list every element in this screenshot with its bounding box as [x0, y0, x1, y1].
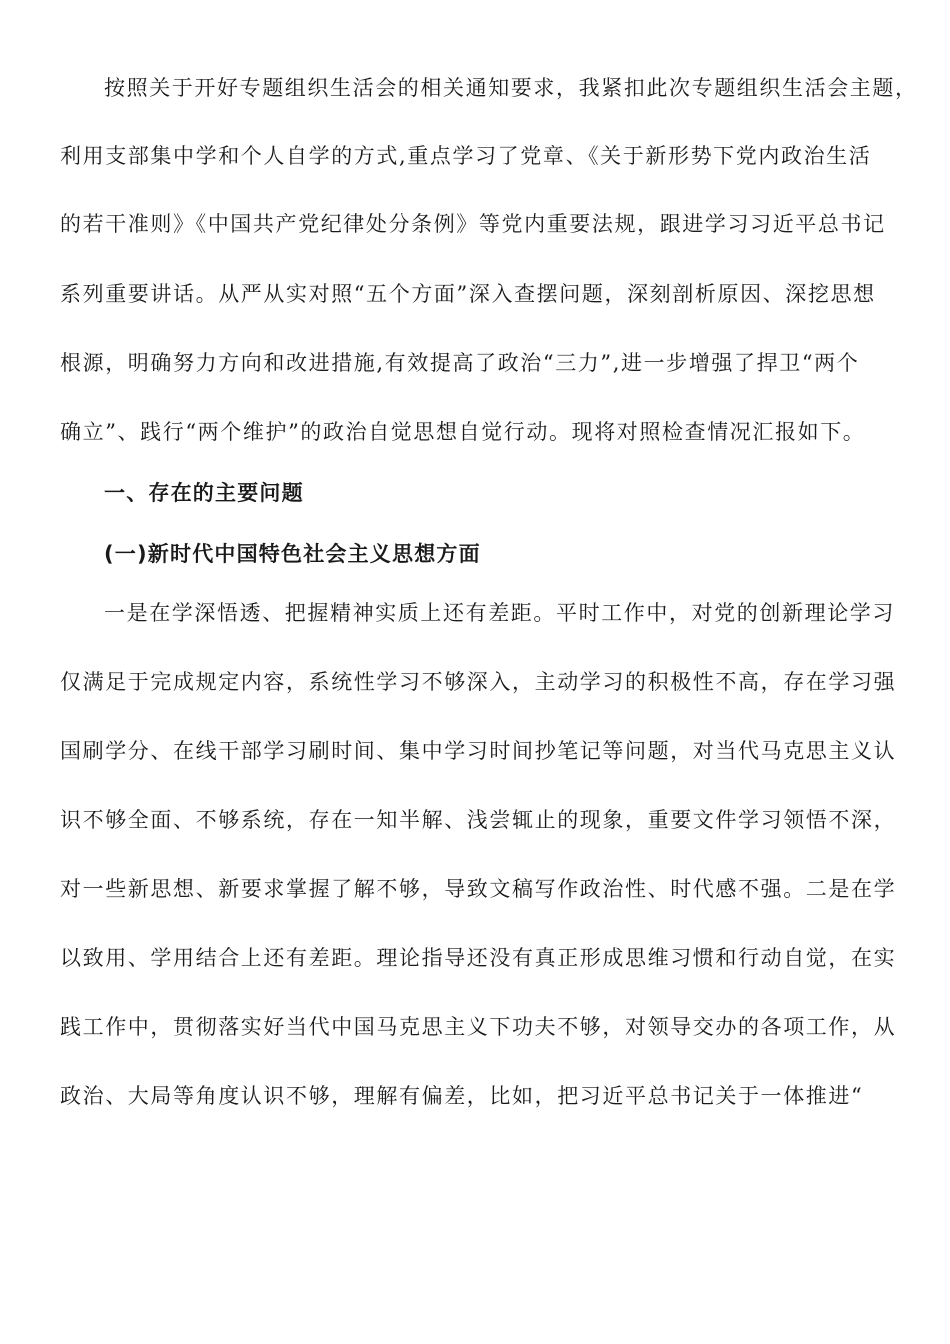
- body-line-7: 践工作中，贯彻落实好当代中国马克思主义下功夫不够，对领导交办的各项工作，从: [60, 1015, 897, 1039]
- body-line-8: 政治、大局等角度认识不够，理解有偏差，比如，把习近平总书记关于一体推进“: [60, 1084, 864, 1108]
- intro-line-5: 根源，明确努力方向和改进措施,有效提高了政治“三力”,进一步增强了捍卫“两个: [60, 351, 860, 375]
- section-heading-problems: 一、存在的主要问题: [104, 481, 304, 505]
- intro-line-2: 利用支部集中学和个人自学的方式,重点学习了党章、《关于新形势下党内政治生活: [60, 144, 872, 168]
- intro-line-3: 的若干准则》《中国共产党纪律处分条例》等党内重要法规，跟进学习习近平总书记: [60, 212, 886, 236]
- intro-line-1: 按照关于开好专题组织生活会的相关通知要求，我紧扣此次专题组织生活会主题，: [104, 76, 918, 100]
- body-line-5: 对一些新思想、新要求掌握了解不够，导致文稿写作政治性、时代感不强。二是在学: [60, 877, 897, 901]
- intro-line-6: 确立”、践行“两个维护”的政治自觉思想自觉行动。现将对照检查情况汇报如下。: [60, 420, 866, 444]
- body-line-6: 以致用、学用结合上还有差距。理论指导还没有真正形成思维习惯和行动自觉，在实: [60, 946, 897, 970]
- body-line-2: 仅满足于完成规定内容，系统性学习不够深入，主动学习的积极性不高，存在学习强: [60, 670, 897, 694]
- subsection-heading-thought: (一)新时代中国特色社会主义思想方面: [104, 542, 481, 566]
- body-line-1: 一是在学深悟透、把握精神实质上还有差距。平时工作中，对党的创新理论学习: [104, 601, 895, 625]
- body-line-3: 国刷学分、在线干部学习刷时间、集中学习时间抄笔记等问题，对当代马克思主义认: [60, 739, 897, 763]
- intro-line-4: 系列重要讲话。从严从实对照“五个方面”深入查摆问题，深刻剖析原因、深挖思想: [60, 282, 876, 306]
- body-line-4: 识不够全面、不够系统，存在一知半解、浅尝辄止的现象，重要文件学习领悟不深，: [60, 808, 897, 832]
